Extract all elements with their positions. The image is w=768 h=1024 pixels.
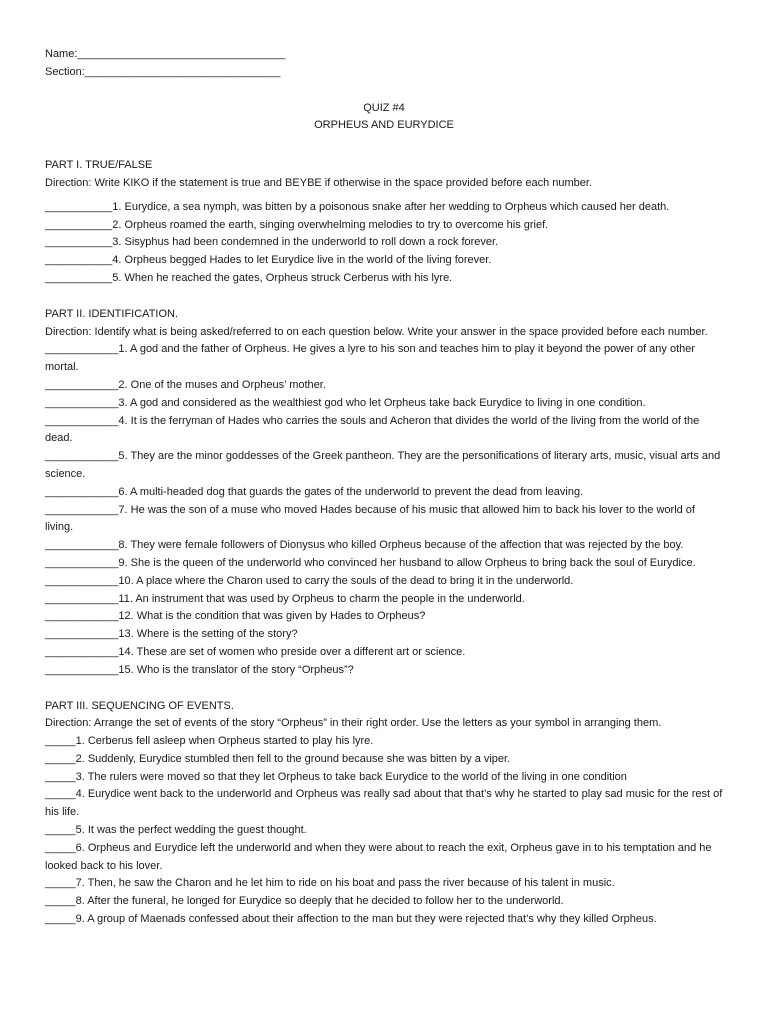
part2-item: ____________9. She is the queen of the underworld who convinced her husband to allow Orpheus to bring back the soul of Eurydice.: [45, 556, 696, 569]
part1-item: ___________4. Orpheus begged Hades to let Eurydice live in the world of the living forever.: [45, 254, 492, 267]
part3-item: _____3. The rulers were moved so that they let Orpheus to take back Eurydice to the world of the living in one condition: [45, 770, 627, 783]
part2-item: ____________11. An instrument that was used by Orpheus to charm the people in the underworld.: [45, 592, 525, 605]
part1-heading: PART I. TRUE/FALSE: [45, 159, 153, 172]
part2-direction: Direction: Identify what is being asked/referred to on each question below. Write your answer in the space provided before each number.: [45, 325, 708, 338]
name-field: Name:__________________________________: [45, 48, 286, 60]
part3-section: [45, 698, 723, 929]
part2-item: ____________10. A place where the Charon used to carry the souls of the dead to bring it in the underworld.: [45, 574, 574, 587]
part3-item: _____2. Suddenly, Eurydice stumbled then fell to the ground because she was bitten by a viper.: [45, 752, 511, 765]
part2-heading: PART II. IDENTIFICATION.: [45, 307, 179, 320]
part1-item: ___________3. Sisyphus had been condemned in the underworld to roll down a rock forever.: [45, 236, 499, 249]
quiz-subject: ORPHEUS AND EURYDICE: [314, 119, 454, 132]
part2-item: ____________1. A god and the father of Orpheus. He gives a lyre to his son and teaches him to play it beyond the power of any other mortal.: [45, 343, 696, 374]
part2-item: ____________13. Where is the setting of the story?: [45, 628, 298, 641]
part3-item: _____8. After the funeral, he longed for Eurydice so deeply that he decided to follow her to the underworld.: [45, 895, 564, 908]
part2-item: ____________7. He was the son of a muse who moved Hades because of his music that allowed him to back his lover to the world of living.: [45, 503, 695, 534]
part3-item: _____1. Cerberus fell asleep when Orpheus started to play his lyre.: [45, 735, 374, 748]
part3-item: _____4. Eurydice went back to the underworld and Orpheus was really sad about that that’s why he started to play sad music for the rest of his life.: [45, 788, 723, 819]
part2-item: ____________5. They are the minor goddesses of the Greek pantheon. They are the personifications of literary arts, music, visual arts and science.: [45, 450, 721, 480]
part2-item: ____________6. A multi-headed dog that guards the gates of the underworld to prevent the dead from leaving.: [45, 485, 584, 498]
quiz-number: QUIZ #4: [363, 101, 405, 114]
part2-item: ____________4. It is the ferryman of Hades who carries the souls and Acheron that divides the world of the living from the world of the dead.: [45, 414, 700, 445]
part2-item: ____________14. These are set of women who preside over a different art or science.: [45, 645, 466, 658]
part2-item: ____________15. Who is the translator of the story “Orpheus”?: [45, 663, 354, 676]
section-field: Section:________________________________: [45, 65, 281, 78]
part3-item: _____6. Orpheus and Eurydice left the underworld and when they were about to reach the exit, Orpheus gave in to his temptation and he looked back to his lover.: [45, 841, 712, 872]
part3-item: _____7. Then, he saw the Charon and he let him to ride on his boat and pass the river because of his talent in music.: [45, 877, 615, 890]
part2-item: ____________3. A god and considered as the wealthiest god who let Orpheus take back Eurydice to living in one condition.: [45, 396, 646, 409]
part1-item: ___________2. Orpheus roamed the earth, singing overwhelming melodies to try to overcome his grief.: [45, 218, 549, 231]
part1-item: ___________5. When he reached the gates, Orpheus struck Cerberus with his lyre.: [45, 271, 453, 284]
part3-direction: Direction: Arrange the set of events of the story “Orpheus” in their right order. Use the letters as your symbol in arranging them.: [45, 717, 662, 730]
part2-item: ____________12. What is the condition that was given by Hades to Orpheus?: [45, 610, 426, 623]
part2-item: ____________8. They were female followers of Dionysus who killed Orpheus because of the affection that was rejected by the boy.: [45, 539, 684, 552]
part1-section: [45, 157, 723, 288]
part3-item: _____9. A group of Maenads confessed about their affection to the man but they were rejected that’s why they killed Orpheus.: [45, 913, 657, 926]
part1-direction: Direction: Write KIKO if the statement is true and BEYBE if otherwise in the space provided before each number.: [45, 176, 593, 189]
part3-heading: PART III. SEQUENCING OF EVENTS.: [45, 699, 234, 712]
part2-item: ____________2. One of the muses and Orpheus’ mother.: [45, 378, 326, 391]
part3-item: _____5. It was the perfect wedding the guest thought.: [45, 824, 307, 837]
part1-item: ___________1. Eurydice, a sea nymph, was bitten by a poisonous snake after her wedding to Orpheus which caused her death.: [45, 200, 670, 213]
part2-section: [45, 306, 723, 680]
